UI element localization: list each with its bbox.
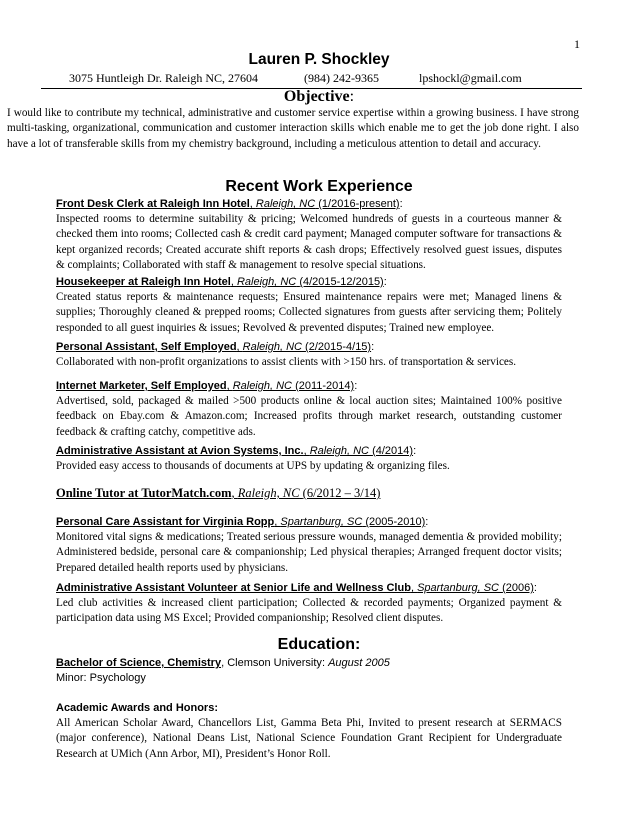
job-entry bbox=[56, 196, 562, 274]
job-entry bbox=[56, 339, 562, 370]
job-header: Housekeeper at Raleigh Inn Hotel, Raleigh, NC (4/2015-12/2015): bbox=[56, 276, 387, 288]
candidate-name: Lauren P. Shockley bbox=[248, 51, 390, 68]
awards-heading: Academic Awards and Honors: bbox=[56, 702, 218, 714]
job-description: Collaborated with non-profit organizations to assist clients with >150 hrs. of transportation & services. bbox=[56, 356, 517, 368]
job-header: Administrative Assistant at Avion Systems, Inc., Raleigh, NC (4/2014): bbox=[56, 445, 417, 457]
job-entry bbox=[56, 443, 562, 474]
job-header: Personal Care Assistant for Virginia Ropp, Spartanburg, SC (2005-2010): bbox=[56, 516, 429, 528]
job-entry bbox=[56, 274, 562, 336]
job-description: Led club activities & increased client participation; Collected & recorded payments; Organized payment & participation data using MS Excel; Provided companionship; Resolved client disputes. bbox=[56, 597, 562, 625]
job-description: Inspected rooms to determine suitability & pricing; Welcomed hundreds of guests in a courteous manner & checked them into rooms; Collected cash & credit card payment; Managed computer software for transactions & kept organized records; Created accurate shift reports & cash drops; Effectively resolved guest issues, disputes & complaints; Collaborated with staff & management to resolve special situations. bbox=[56, 213, 562, 272]
education-section bbox=[56, 656, 562, 762]
objective-heading: Objective: bbox=[283, 88, 355, 105]
minor-line: Minor: Psychology bbox=[56, 672, 146, 684]
address: 3075 Huntleigh Dr. Raleigh NC, 27604 bbox=[69, 71, 258, 85]
job-description: Advertised, sold, packaged & mailed >500 products online & local auction sites; Maintained 100% positive feedback on Ebay.com & Amazon.com; Increased profits through market research, outstanding customer feedback & crafting catchy, competitive ads. bbox=[56, 395, 562, 438]
job-header: Online Tutor at TutorMatch.com, Raleigh, NC (6/2012 – 3/14) bbox=[56, 486, 381, 500]
job-entry bbox=[56, 485, 562, 501]
awards-text: All American Scholar Award, Chancellors List, Gamma Beta Phi, Invited to present research at SERMACS (major conference), National Deans List, National Science Foundation Grant Recipient for Undergraduate Research at UMich (Ann Arbor, MI), President’s Honor Roll. bbox=[56, 717, 562, 760]
job-description: Created status reports & maintenance requests; Ensured maintenance repairs were met; Managed linens & supplies; Thoroughly cleaned & prepped rooms; Collected signatures from guests after servicing them; Politely responded to all guest inquiries & issues; Revolved & prevented disputes; Trained new employee. bbox=[56, 291, 562, 334]
job-description: Provided easy access to thousands of documents at UPS by updating & organizing files. bbox=[56, 460, 450, 472]
experience-heading: Recent Work Experience bbox=[225, 178, 413, 195]
job-header: Administrative Assistant Volunteer at Senior Life and Wellness Club, Spartanburg, SC (2006): bbox=[56, 582, 537, 594]
degree-line: Bachelor of Science, Chemistry, Clemson University: August 2005 bbox=[56, 657, 390, 669]
job-header: Internet Marketer, Self Employed, Raleigh, NC (2011-2014): bbox=[56, 380, 358, 392]
job-entry bbox=[56, 514, 562, 576]
job-description: Monitored vital signs & medications; Treated serious pressure wounds, managed dementia & provided mobility; Administered bedside, personal care & companionship; Led physical therapies; Arranged frequent doctor visits; Prepared detailed health reports used by physicians. bbox=[56, 531, 562, 574]
phone: (984) 242-9365 bbox=[304, 71, 379, 85]
job-header: Front Desk Clerk at Raleigh Inn Hotel, Raleigh, NC (1/2016-present): bbox=[56, 198, 403, 210]
job-entry bbox=[56, 378, 562, 440]
page-number: 1 bbox=[574, 37, 580, 51]
education-heading: Education: bbox=[277, 636, 361, 653]
objective-text: I would like to contribute my technical, administrative and customer service expertise within a growing business. I have strong multi-tasking, organizational, communication and customer interaction skills which enable me to get the job done right. I also have a lot of transferable skills from my chemistry background, including a meticulous attention to detail and accuracy. bbox=[7, 107, 579, 150]
job-entry bbox=[56, 580, 562, 627]
contact-line bbox=[41, 71, 582, 89]
email: lpshockl@gmail.com bbox=[419, 71, 522, 85]
job-header: Personal Assistant, Self Employed, Raleigh, NC (2/2015-4/15): bbox=[56, 341, 375, 353]
